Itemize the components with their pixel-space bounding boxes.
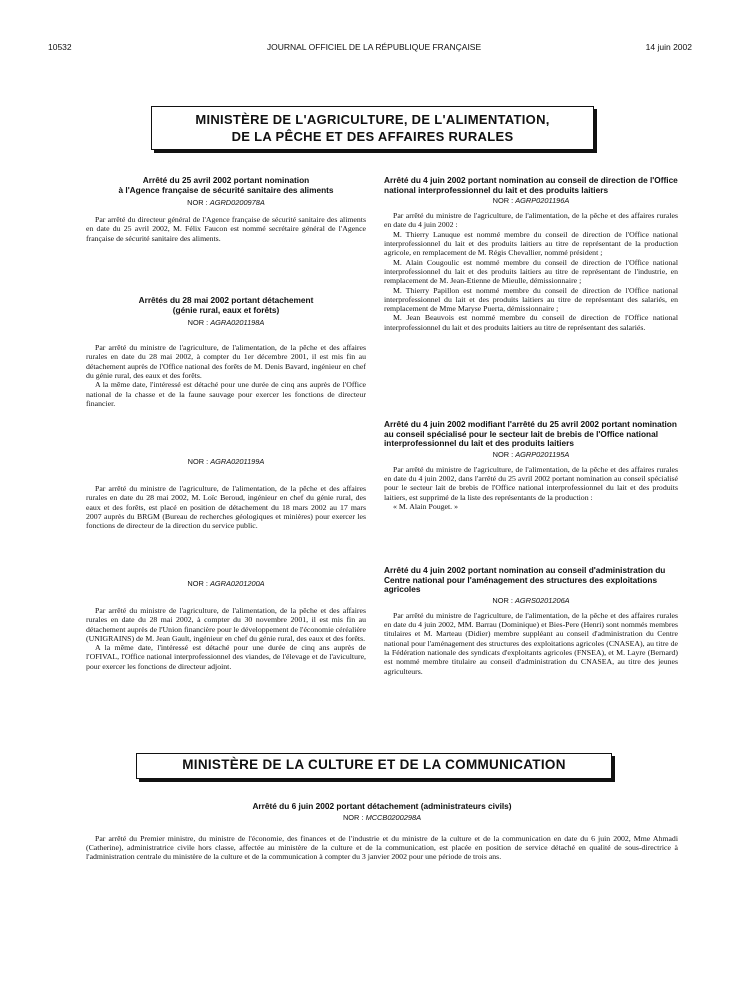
decree-title: Arrêtés du 28 mai 2002 portant détachement	[138, 295, 314, 305]
decree-detachement-genie-rural	[86, 296, 366, 408]
decree-title: Arrêté du 6 juin 2002 portant détachement (administrateurs civils)	[252, 801, 512, 811]
nor-label: NOR :	[187, 198, 208, 208]
nor-label: NOR :	[187, 457, 209, 466]
decree-title-cont: (génie rural, eaux et forêts)	[172, 304, 280, 315]
decree-title: Arrêté du 25 avril 2002 portant nomination	[142, 175, 310, 185]
nor-code: AGRS0201206A	[514, 595, 570, 605]
ministry-culture-heading: MINISTÈRE DE LA CULTURE ET DE LA COMMUNICATION	[136, 753, 612, 779]
decree-cnasea	[384, 566, 678, 676]
nor-label: NOR :	[342, 812, 364, 822]
decree-paragraph: Par arrêté du ministre de l'agriculture, de l'alimentation, de la pêche et des affaires rurales en date du 28 mai 2002, à compter du 1er décembre 2001, il est mis fin au détachement auprès de l'Office national des forêts de M. Denis Bavard, ingénieur en chef du génie rural, des eaux et des forêts.	[86, 343, 366, 381]
decree-lait-de-brebis	[384, 420, 678, 511]
nor-reference	[384, 449, 678, 461]
decree-paragraph: Par arrêté du ministre de l'agriculture, de l'alimentation, de la pêche et des affaires rurales en date du 4 juin 2002 :	[384, 211, 678, 230]
decree-paragraph: A la même date, l'intéressé est détaché pour une durée de cinq ans auprès de l'OFIVAL, l'Office national interprofessionnel des viandes, de l'élevage et de l'aviculture, pour exercer les fonctions de directeur adjoint.	[86, 643, 366, 671]
nor-code: AGRD0200978A	[209, 198, 265, 208]
decree-detachement-beroud	[86, 456, 366, 530]
nor-label: NOR :	[187, 579, 208, 588]
decree-paragraph: Par arrêté du directeur général de l'Agence française de sécurité sanitaire des aliments en date du 25 avril 2002, M. Félix Faucon est nommé secrétaire général de l'Agence française de sécurité sanitaire des aliments.	[86, 215, 366, 243]
decree-title: Arrêté du 4 juin 2002 portant nomination au conseil de direction de l'Office national interprofessionnel du lait et des produits laitiers	[384, 175, 678, 195]
nor-label: NOR :	[492, 449, 514, 459]
decree-paragraph: Par arrêté du Premier ministre, du ministre de l'économie, des finances et de l'industrie et du ministre de la culture et de la communication en date du 6 juin 2002, Mme Ahmadi (Catherine), administratrice civile hors classe, affectée au ministère de la culture et de la communication, est placée en position de service détaché en qualité de sous-directrice à l'administration centrale du ministère de la culture et de la communication à compter du 3 janvier 2002 pour une période de trois ans.	[86, 833, 678, 862]
nor-reference	[384, 195, 678, 207]
decree-paragraph: Par arrêté du ministre de l'agriculture, de l'alimentation, de la pêche et des affaires rurales en date du 4 juin 2002, MM. Barrau (Dominique) et Bies-Pere (Henri) sont nommés membres titulaires et M. Marteau (Didier) membre suppléant au conseil d'administration du Centre national pour l'aménagement des structures des exploitations agricoles (CNASEA), au titre de la Fédération nationale des syndicats d'exploitants agricoles (FNSEA), et M. Layre (Bernard) est nommé membre titulaire au conseil d'administration du CNASEA, au titre des jeunes agriculteurs.	[384, 610, 678, 676]
nor-label: NOR :	[492, 196, 514, 206]
nor-label: NOR :	[492, 595, 513, 605]
decree-paragraph: A la même date, l'intéressé est détaché pour une durée de cinq ans auprès de l'Office national de la chasse et de la faune sauvage pour exercer les fonctions de directeur financier.	[86, 380, 366, 408]
nor-code: AGRA0201198A	[210, 318, 265, 328]
nor-code: AGRP0201195A	[515, 449, 570, 459]
decree-afssa-nomination	[86, 176, 366, 243]
page-number: 10532	[48, 42, 72, 52]
nor-reference	[86, 578, 366, 590]
ministry-agriculture-heading	[151, 106, 594, 150]
decree-detachement-gault	[86, 578, 366, 671]
decree-paragraph: Par arrêté du ministre de l'agriculture, de l'alimentation, de la pêche et des affaires rurales en date du 4 juin 2002, dans l'arrêté du 25 avril 2002 portant nomination au conseil spécialisé pour le secteur lait de brebis de l'Office national interprofessionnel du lait et des produits laitiers, est supprimé de la liste des représentants de la production :	[384, 464, 678, 502]
decree-paragraph: « M. Alain Pouget. »	[393, 501, 458, 511]
nor-reference	[86, 197, 366, 209]
decree-paragraph: M. Thierry Lanuque est nommé membre du conseil de direction de l'Office national interprofessionnel du lait et des produits laitiers au titre de représentant de la production agricole, en remplacement de M. Régis Chevallier, nommé président ;	[384, 229, 678, 258]
decree-title: Arrêté du 4 juin 2002 modifiant l'arrêté du 25 avril 2002 portant nomination au conseil spécialisé pour le secteur lait de brebis de l'Office national interprofessionnel du lait et des produits laitiers	[384, 419, 677, 449]
decree-title-cont: à l'Agence française de sécurité sanitaire des aliments	[118, 184, 334, 195]
decree-paragraph: Par arrêté du ministre de l'agriculture, de l'alimentation, de la pêche et des affaires rurales en date du 28 mai 2002, à compter du 30 novembre 2001, il est mis fin au détachement auprès de l'Union financière pour le développement de l'économie céréalière (UNIGRAINS) de M. Jean Gault, ingénieur en chef du génie rural, des eaux et des forêts.	[86, 606, 366, 643]
nor-code: AGRA0201199A	[210, 457, 265, 466]
decree-culture-detachement	[86, 802, 678, 861]
nor-code: AGRA0201200A	[209, 579, 265, 588]
nor-reference	[86, 317, 366, 329]
decree-oniel-conseil-direction	[384, 176, 678, 332]
ministry-heading-line1: MINISTÈRE DE L'AGRICULTURE, DE L'ALIMENTATION,	[195, 112, 550, 127]
ministry-heading-line2: DE LA PÊCHE ET DES AFFAIRES RURALES	[231, 129, 514, 144]
decree-paragraph: Par arrêté du ministre de l'agriculture, de l'alimentation, de la pêche et des affaires rurales en date du 28 mai 2002, M. Loïc Beroud, ingénieur en chef du génie rural, des eaux et des forêts, est placé en position de détachement du 18 mars 2002 au 17 mars 2007 auprès du BRGM (Bureau de recherches géologiques et minières) pour exercer les fonctions de directeur de la direction du service public.	[86, 484, 366, 531]
decree-paragraph: M. Jean Beauvois est nommé membre du conseil de direction de l'Office national interprofessionnel du lait et des produits laitiers au titre de représentant des salariés.	[384, 313, 678, 332]
decree-paragraph: M. Thierry Papillon est nommé membre du conseil de direction de l'Office national interprofessionnel du lait et des produits laitiers au titre de représentant des salariés, en remplacement de Mme Maryse Puerta, démissionnaire ;	[384, 285, 678, 314]
decree-paragraph: M. Alain Cougoulic est nommé membre du conseil de direction de l'Office national interprofessionnel du lait et des produits laitiers au titre de représentant de l'industrie, en remplacement de M. Jean-Etienne de Mieulle, démissionnaire ;	[384, 257, 678, 286]
nor-code: AGRP0201196A	[515, 196, 570, 206]
nor-reference	[86, 812, 678, 824]
decree-title: Arrêté du 4 juin 2002 portant nomination au conseil d'administration du Centre national pour l'aménagement des structures des exploitations agricoles	[384, 565, 666, 595]
nor-reference	[384, 595, 678, 607]
nor-reference	[86, 456, 366, 468]
issue-date: 14 juin 2002	[645, 42, 692, 52]
nor-label: NOR :	[187, 318, 209, 328]
journal-title: JOURNAL OFFICIEL DE LA RÉPUBLIQUE FRANÇAISE	[266, 42, 482, 52]
nor-code: MCCB0200298A	[365, 812, 422, 822]
